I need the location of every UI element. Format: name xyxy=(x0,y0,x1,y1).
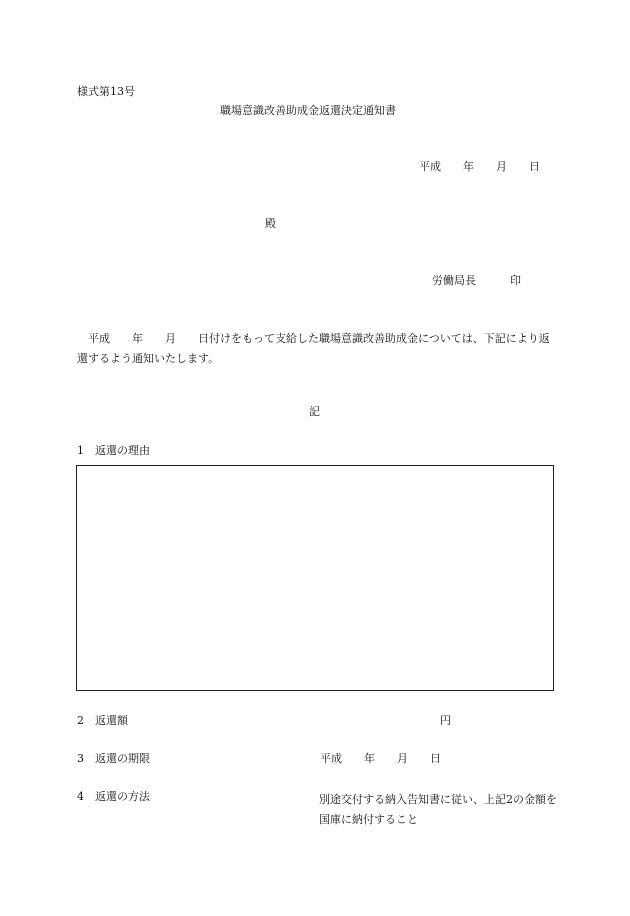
reason-textbox[interactable] xyxy=(76,465,554,691)
sender-title: 労働局長 xyxy=(432,274,476,287)
body-text: 日付けをもって支給した職場意識改善助成金については、下記により返還するよう通知いたします。 xyxy=(77,332,550,365)
item-label: 返還の方法 xyxy=(95,790,150,803)
issue-date-year-unit: 年 xyxy=(463,160,474,173)
item-deadline xyxy=(77,752,150,766)
body-year-unit: 年 xyxy=(132,332,143,345)
deadline-day-unit: 日 xyxy=(430,752,441,765)
item-number: 2 xyxy=(77,714,84,727)
deadline-era: 平成 xyxy=(320,752,342,765)
item-label: 返還の理由 xyxy=(95,444,150,457)
item-number: 1 xyxy=(77,444,84,457)
body-month-unit: 月 xyxy=(165,332,176,345)
issue-date-month-unit: 月 xyxy=(496,160,507,173)
amount-unit: 円 xyxy=(440,714,451,727)
issue-date-era: 平成 xyxy=(419,160,441,173)
item-amount xyxy=(77,714,128,728)
deadline-month-unit: 月 xyxy=(397,752,408,765)
addressee-honorific: 殿 xyxy=(265,217,276,230)
sender-block xyxy=(432,274,521,288)
deadline-date xyxy=(320,752,441,766)
item-number: 3 xyxy=(77,752,84,765)
document-title: 職場意識改善助成金返還決定通知書 xyxy=(220,104,396,117)
item-label: 返還の期限 xyxy=(95,752,150,765)
item-method xyxy=(77,790,150,804)
ki-heading: 記 xyxy=(309,405,320,418)
deadline-year-unit: 年 xyxy=(364,752,375,765)
issue-date-day-unit: 日 xyxy=(529,160,540,173)
issue-date xyxy=(419,160,540,174)
notice-body xyxy=(77,329,555,369)
body-era: 平成 xyxy=(88,332,110,345)
form-number: 様式第13号 xyxy=(77,85,135,98)
item-number: 4 xyxy=(77,790,84,803)
method-text: 別途交付する納入告知書に従い、上記2の金額を国庫に納付すること xyxy=(319,793,557,826)
item-label: 返還額 xyxy=(95,714,128,727)
item-reason xyxy=(77,444,150,458)
seal-mark: 印 xyxy=(510,274,521,287)
